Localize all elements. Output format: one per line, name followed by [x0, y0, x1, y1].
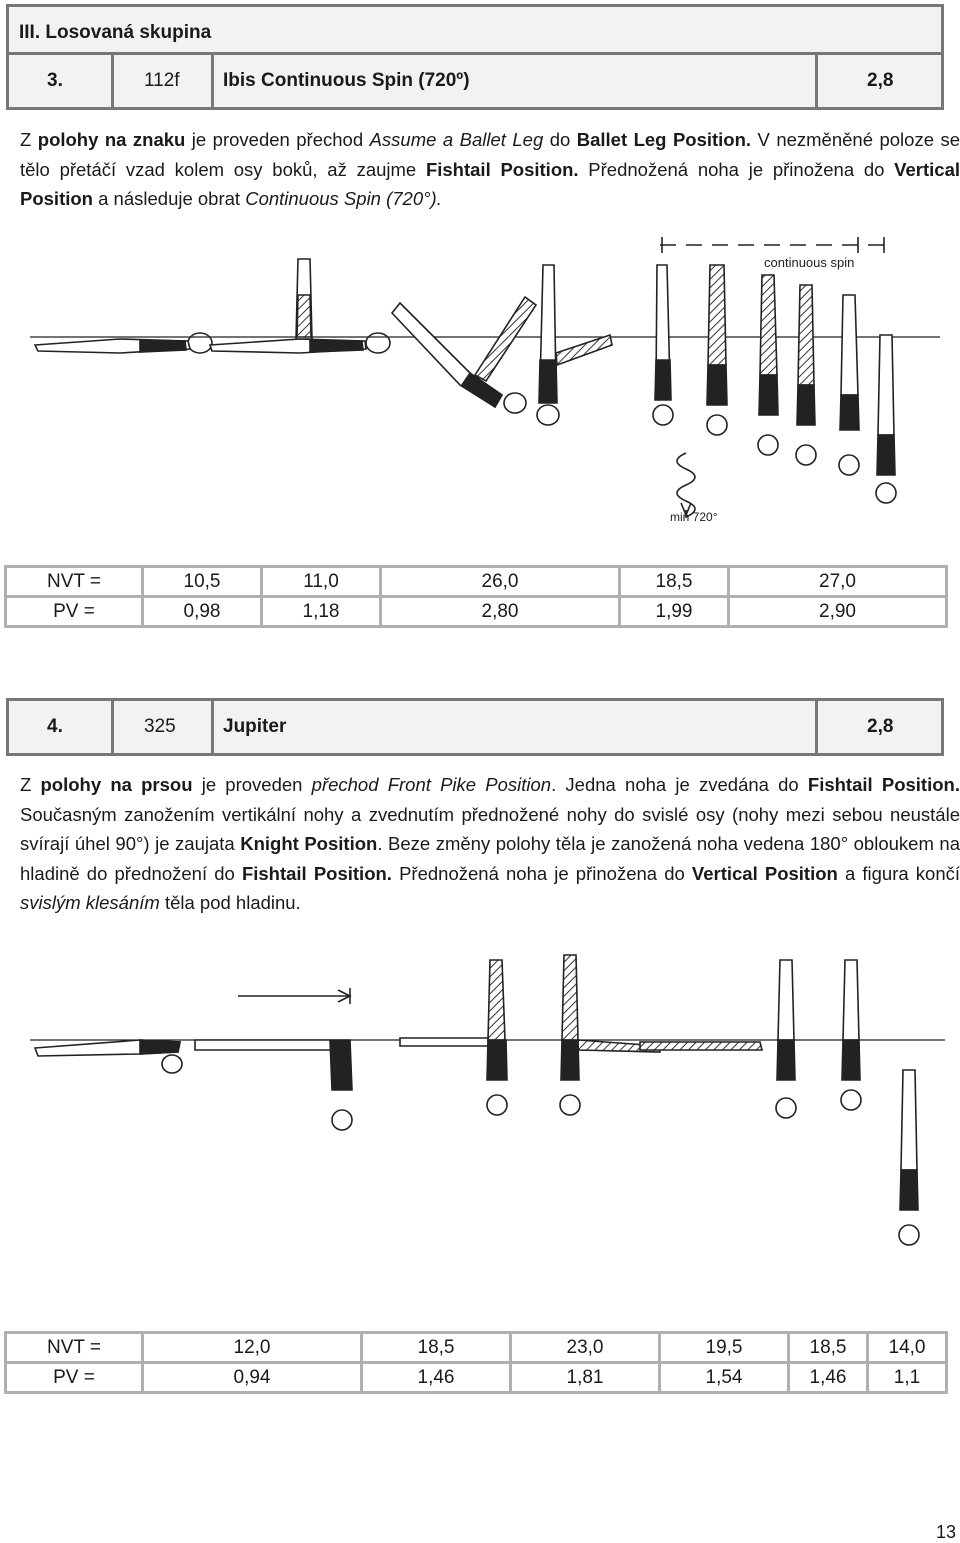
nvt-value: 19,5	[660, 1333, 789, 1363]
spin-spiral	[677, 453, 695, 517]
figure-header-row	[6, 698, 944, 756]
nvt-value: 18,5	[362, 1333, 511, 1363]
pv-value: 1,46	[789, 1363, 868, 1393]
description-segment: přechod Front Pike Position	[311, 774, 552, 795]
nvt-value: 18,5	[620, 567, 729, 597]
nvt-label: NVT =	[6, 1333, 143, 1363]
nvt-value: 11,0	[262, 567, 381, 597]
figure-number: 4.	[47, 716, 63, 737]
pv-value: 1,54	[660, 1363, 789, 1393]
divider	[815, 701, 818, 753]
description-segment: Z	[20, 129, 38, 150]
figure-number: 3.	[47, 70, 63, 91]
description-segment: Fishtail Position.	[807, 774, 960, 795]
nvt-value: 27,0	[729, 567, 947, 597]
description-segment: do	[543, 129, 577, 150]
pv-row	[6, 597, 947, 627]
continuous-spin-label: continuous spin	[764, 255, 855, 270]
divider	[211, 701, 214, 753]
figure-description	[20, 125, 960, 214]
pv-value: 2,80	[381, 597, 620, 627]
figure-code: 112f	[144, 70, 180, 91]
nvt-row	[6, 567, 947, 597]
description-segment: Přednožená noha je přinožena do	[578, 158, 895, 180]
description-segment: Z	[20, 774, 41, 795]
description-segment: těla pod hladinu.	[159, 892, 301, 913]
values-table	[4, 565, 948, 628]
description-segment: a figura končí	[837, 862, 960, 884]
description-segment: Fishtail Position.	[425, 158, 579, 180]
pv-row	[6, 1363, 947, 1393]
pv-value: 1,1	[868, 1363, 947, 1393]
divider	[815, 55, 818, 107]
nvt-value: 26,0	[381, 567, 620, 597]
divider	[111, 55, 114, 107]
figure-difficulty: 2,8	[867, 716, 894, 737]
nvt-value: 23,0	[511, 1333, 660, 1363]
pv-value: 0,94	[143, 1363, 362, 1393]
nvt-value: 18,5	[789, 1333, 868, 1363]
description-segment: Continuous Spin (720°).	[245, 188, 442, 209]
figure-3-diagram	[0, 225, 960, 545]
description-segment: je proveden	[192, 774, 312, 795]
divider	[211, 55, 214, 107]
pv-value: 0,98	[143, 597, 262, 627]
description-segment: polohy na prsou	[40, 774, 193, 795]
figure-description	[20, 770, 960, 918]
description-segment: . Jedna noha je zvedána do	[551, 774, 808, 795]
description-segment: Knight Position	[240, 833, 378, 854]
nvt-label: NVT =	[6, 567, 143, 597]
description-segment: svislým klesáním	[20, 892, 160, 913]
vertical-figures	[653, 265, 896, 503]
pv-value: 1,18	[262, 597, 381, 627]
pv-label: PV =	[6, 1363, 143, 1393]
figure-4-diagram	[0, 940, 960, 1270]
min-spin-label: min 720°	[670, 510, 718, 524]
description-segment: a následuje obrat	[92, 188, 246, 209]
description-segment: Současným zanožením vertikální nohy a zvednutím přednožené nohy do svislé osy (nohy mezi sebou neustále svírají úhel 90°) je zaujata	[20, 803, 960, 854]
figure-name: Jupiter	[223, 716, 287, 737]
description-segment: polohy na znaku	[37, 129, 186, 150]
values-table	[4, 1331, 948, 1394]
figure-difficulty: 2,8	[867, 70, 894, 91]
pv-label: PV =	[6, 597, 143, 627]
description-segment: je proveden přechod	[185, 129, 370, 150]
description-segment: Fishtail Position.	[241, 862, 392, 884]
pv-value: 2,90	[729, 597, 947, 627]
figure-header-row	[6, 52, 944, 110]
description-segment: Assume a Ballet Leg	[369, 129, 544, 150]
description-segment: Vertical Position	[20, 158, 960, 209]
nvt-row	[6, 1333, 947, 1363]
description-segment: Vertical Position	[691, 862, 838, 884]
pv-value: 1,46	[362, 1363, 511, 1393]
section-header	[6, 4, 944, 52]
description-segment: Ballet Leg Position.	[576, 129, 752, 150]
page-number: 13	[935, 1522, 956, 1542]
description-segment: V nezměněné poloze se tělo přetáčí vzad kolem osy boků, až zaujme	[20, 129, 960, 180]
nvt-value: 14,0	[868, 1333, 947, 1363]
divider	[111, 701, 114, 753]
nvt-value: 10,5	[143, 567, 262, 597]
description-segment: . Beze změny polohy těla je zanožená noha vedena 180° obloukem na hladině do přednožení do	[20, 833, 960, 884]
section-title: III. Losovaná skupina	[19, 22, 212, 43]
pv-value: 1,99	[620, 597, 729, 627]
nvt-value: 12,0	[143, 1333, 362, 1363]
description-segment: Přednožená noha je přinožena do	[391, 862, 692, 884]
pv-value: 1,81	[511, 1363, 660, 1393]
figure-name: Ibis Continuous Spin (720º)	[223, 70, 470, 91]
figure-code: 325	[144, 716, 176, 737]
